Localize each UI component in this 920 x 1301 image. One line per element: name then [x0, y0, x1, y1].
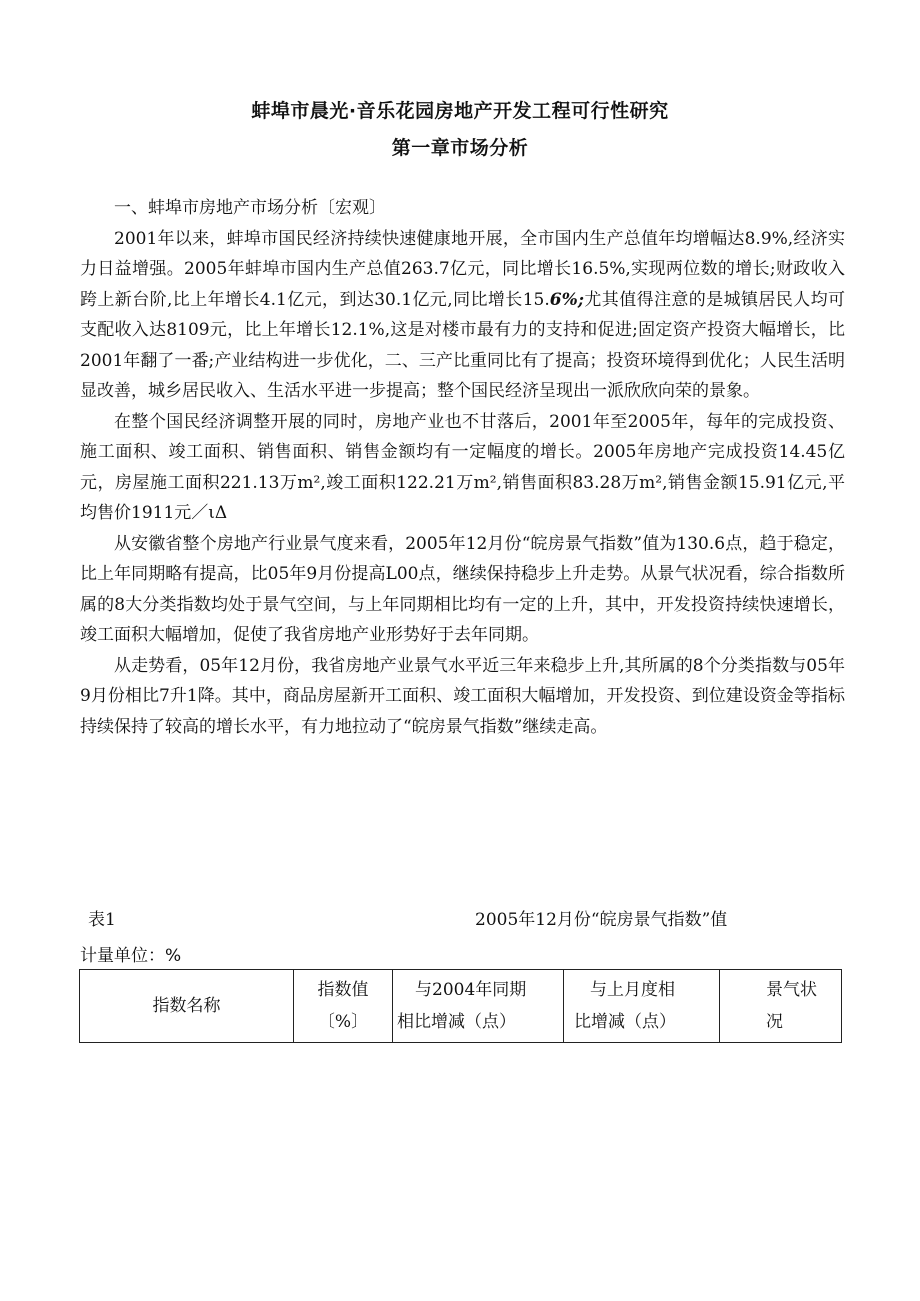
body-text	[80, 193, 845, 742]
index-table	[79, 969, 842, 1043]
section-heading: 一、蚌埠市房地产市场分析〔宏观〕	[114, 198, 386, 218]
table-label: 表1	[88, 910, 116, 930]
header-status-line1: 景气状	[766, 980, 817, 1000]
table-header-row	[80, 970, 842, 1043]
table-caption	[88, 908, 788, 932]
measurement-unit: 计量单位：%	[80, 946, 182, 966]
header-yoy-line1: 与2004年同期	[415, 980, 527, 1000]
header-status-line2: 况	[766, 1012, 783, 1032]
paragraph-2: 在整个国民经济调整开展的同时，房地产业也不甘落后，2001年至2005年，每年的完成投资、施工面积、竣工面积、销售面积、销售金额均有一定幅度的增长。2005年房地产完成投资14.45亿元，房屋施工面积221.13万m²,竣工面积122.21万m²,销售面积83.28万m²,销售金额15.91亿元,平均售价1911元／ιΔ	[80, 411, 845, 523]
header-yoy-change	[393, 970, 564, 1043]
header-status	[720, 970, 842, 1043]
header-mom-change	[564, 970, 720, 1043]
paragraph-4: 从走势看，05年12月份，我省房地产业景气水平近三年来稳步上升,其所属的8个分类指数与05年9月份相比7升1降。其中，商品房屋新开工面积、竣工面积大幅增加，开发投资、到位建设资金等指标持续保持了较高的增长水平，有力地拉动了“皖房景气指数”继续走高。	[80, 655, 845, 737]
header-index-name: 指数名称	[80, 970, 294, 1043]
table-title: 2005年12月份“皖房景气指数”值	[475, 910, 728, 930]
header-index-value-line1: 指数值	[317, 980, 369, 1000]
header-mom-line2: 比增减（点）	[574, 1012, 676, 1032]
header-index-value	[294, 970, 393, 1043]
header-yoy-line2: 相比增减（点）	[397, 1012, 516, 1032]
chapter-title: 第一章市场分析	[391, 137, 529, 159]
paragraph-1	[80, 224, 845, 407]
paragraph-3: 从安徽省整个房地产行业景气度来看，2005年12月份“皖房景气指数”值为130.6点，趋于稳定，比上年同期略有提高，比05年9月份提高L00点，继续保持稳步上升走势。从景气状况看，综合指数所属的8大分类指数均处于景气空间，与上年同期相比均有一定的上升，其中，开发投资持续快速增长，竣工面积大幅增加，促使了我省房地产业形势好于去年同期。	[80, 533, 845, 645]
paragraph-1-part-a: 2001年以来，蚌埠市国民经济持续快速健康地开展，全市国内生产总值年均增幅达8.9%,经济实力日益增强。2005年蚌埠市国内生产总值263.7亿元，同比增长16.5%,实现两位数的增长;财政收入跨上新台阶,比上年增长4.1亿元，到达30.1亿元,同比增长15.	[80, 228, 845, 310]
paragraph-1-emphasis: 6%;	[549, 289, 584, 310]
header-mom-line1: 与上月度相	[590, 980, 675, 1000]
paragraph-1-part-c: 尤其值得注意的是城镇居民人均可支配收入达8109元，比上年增长12.1%,这是对楼市最有力的支持和促进;固定资产投资大幅增长，比2001年翻了一番;产业结构进一步优化，二、三产比重同比有了提高；投资环境得到优化；人民生活明显改善，城乡居民收入、生活水平进一步提高；整个国民经济呈现出一派欣欣向荣的景象。	[80, 289, 845, 401]
header-index-value-line2: 〔%〕	[317, 1012, 369, 1032]
document-title: 蚌埠市晨光·音乐花园房地产开发工程可行性研究	[251, 100, 669, 122]
